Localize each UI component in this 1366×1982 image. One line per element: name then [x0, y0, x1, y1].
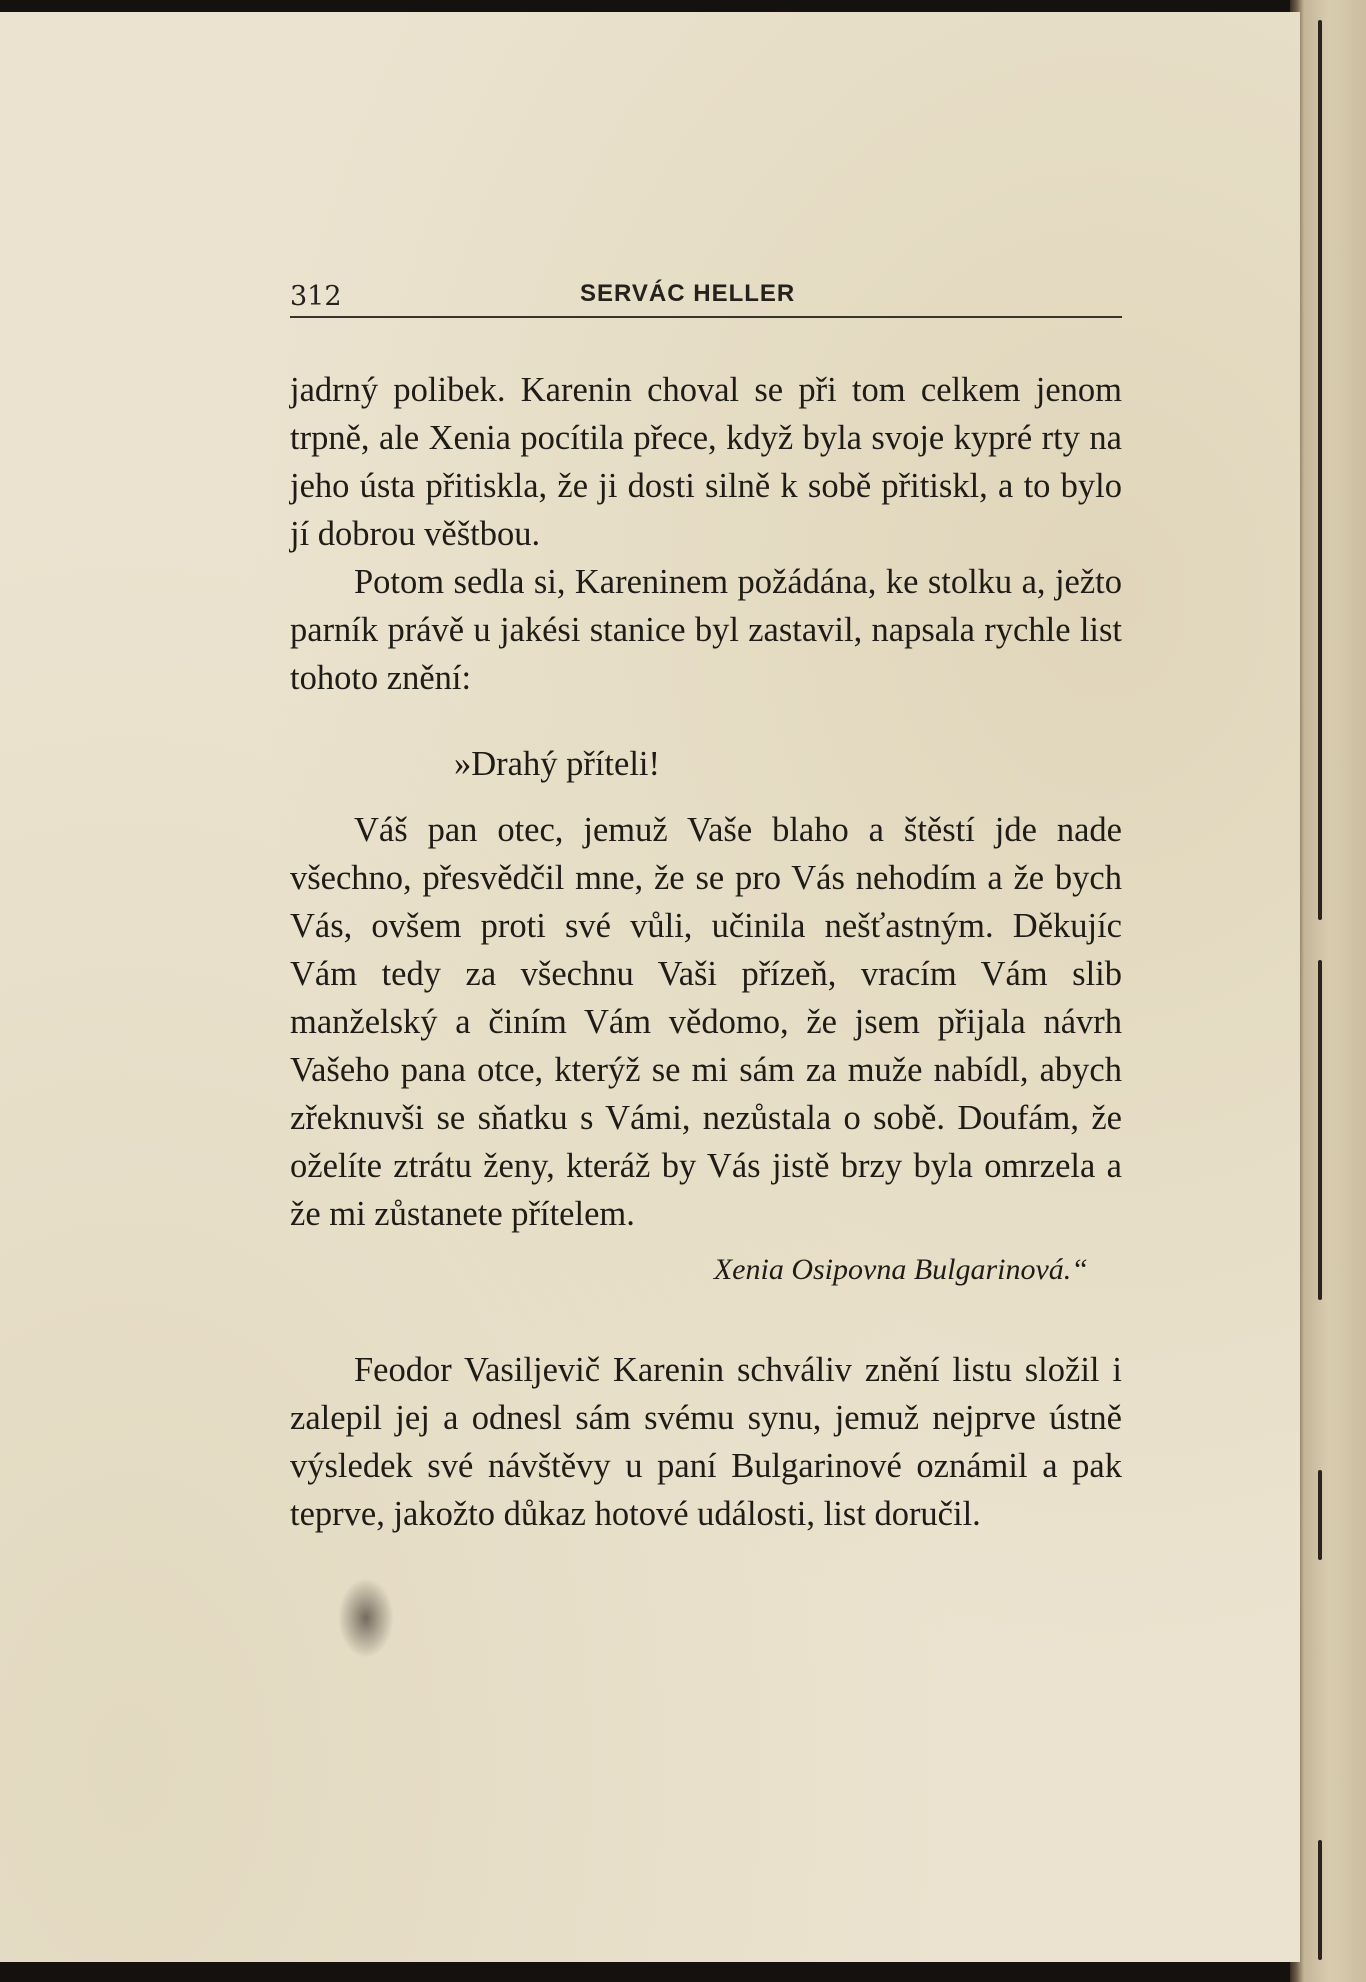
- running-title: SERVÁC HELLER: [580, 280, 796, 307]
- page-header: [290, 268, 1122, 318]
- paragraph: Potom sedla si, Kareninem požádána, ke stolku a, ježto parník právě u jakési stanice byl zastavil, napsala rychle list tohoto znění:: [290, 563, 1122, 697]
- paragraph: Feodor Vasiljevič Karenin schváliv znění listu složil i zalepil jej a odnesl sám svému synu, jemuž nejprve ústně výsledek své návštěvy u paní Bulgarinové oznámil a pak teprve, jakožto důkaz hotové události, list doručil.: [290, 1351, 1122, 1533]
- letter-body: Váš pan otec, jemuž Vaše blaho a štěstí jde nade všechno, přesvědčil mne, že se pro Vás nehodím a že bych Vás, ovšem proti své vůli, učinila nešťastným. Děkujíc Vám tedy za všechnu Vaši přízeň, vracím Vám slib manželský a činím Vám vědomo, že jsem přijala návrh Vašeho pana otce, kterýž se mi sám za muže nabídl, abych zřeknuvši se sňatku s Vámi, nezůstala o sobě. Doufám, že oželíte ztrátu ženy, kteráž by Vás jistě brzy byla omrzela a že mi zůstanete přítelem.: [290, 811, 1122, 1233]
- ink-smudge: [338, 1578, 394, 1658]
- letter-signature: Xenia Osipovna Bulgarinová.“: [713, 1253, 1088, 1286]
- gutter-edge-mark: [1318, 1470, 1322, 1560]
- paragraph: jadrný polibek. Karenin choval se při tom celkem jenom trpně, ale Xenia pocítila přece, když byla svoje kypré rty na jeho ústa přitiskla, že ji dosti silně k sobě přitiskl, a to bylo jí dobrou věštbou.: [290, 371, 1122, 553]
- gutter-edge-mark: [1318, 20, 1322, 920]
- gutter-edge-mark: [1318, 960, 1322, 1300]
- letter-salutation: »Drahý příteli!: [454, 745, 660, 783]
- page-number: 312: [290, 281, 342, 312]
- book-gutter: [1290, 0, 1366, 1982]
- page-text: [290, 366, 1122, 1538]
- gutter-edge-mark: [1318, 1840, 1322, 1960]
